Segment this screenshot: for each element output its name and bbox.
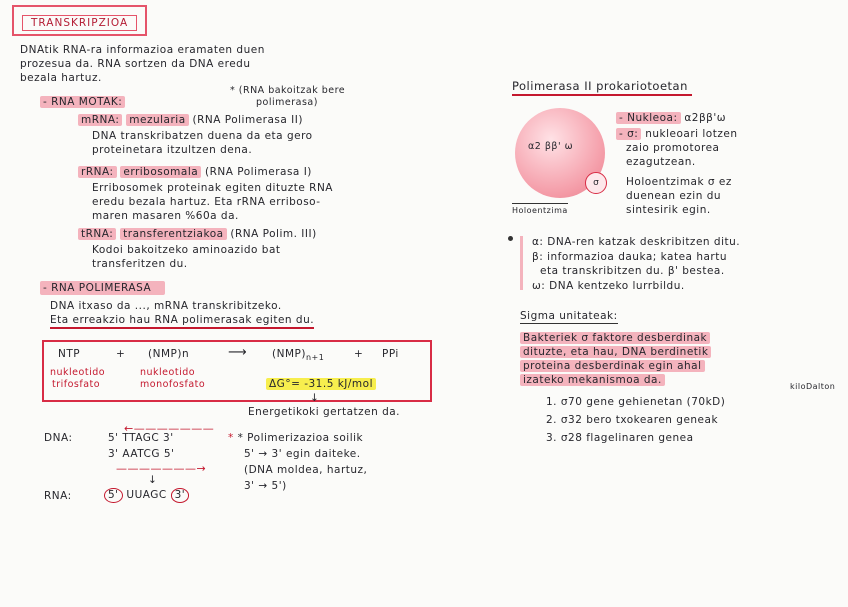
trna-label: tRNA: (78, 228, 116, 240)
rrna-line-2: eredu bezala hartuz. Eta rRNA erriboso- (92, 196, 321, 208)
kd-note: kiloDalton (790, 382, 836, 391)
eq-delta-g: ΔG°= -31.5 kJ/mol (266, 378, 376, 391)
nukleoa-line: - Nukleoa: α2ββ'ω (616, 112, 726, 125)
eq-ntp-label-1: nukleotido (50, 367, 106, 378)
polymerization-note-3: (DNA moldea, hartuz, (244, 464, 368, 476)
sigma-circle: σ (585, 172, 607, 194)
eq-ntp-label-2: trifosfato (52, 379, 101, 390)
circle-label: α2 ββ' ω (528, 141, 574, 152)
holo-text-2: duenean ezin du (626, 190, 722, 202)
trna-title (78, 228, 317, 241)
polymerization-note-2: 5' → 3' egin daiteke. (244, 448, 361, 460)
eq-arrow: ⟶ (228, 345, 248, 360)
rrna-line-1: Erribosomek proteinak egiten dituzte RNA (92, 182, 333, 194)
eq-nmp: (NMP)n (148, 348, 190, 360)
rna-5-prime: 5' (104, 488, 123, 503)
polymerization-note-4: 3' → 5') (244, 480, 287, 492)
polimerasa-line-1: DNA itxaso da ..., mRNA transkribitzeko. (50, 300, 282, 312)
trna-polymerase: (RNA Polim. III) (230, 228, 317, 240)
eq-ntp: NTP (58, 348, 81, 360)
sigma-heading: Sigma unitateak: (520, 310, 618, 322)
rna-polimerasa-heading: - RNA POLIMERASA (40, 282, 165, 295)
rna-motak-note-2: polimerasa) (256, 97, 318, 108)
energy-arrow-icon: ↓ (310, 392, 320, 404)
trna-line-2: transferitzen du. (92, 258, 188, 270)
rna-arrow-icon: ↓ (148, 474, 158, 486)
sigma-desc-2: dituzte, eta hau, DNA berdinetik (520, 346, 711, 359)
sigma-desc-3: proteina desberdinak egin ahal (520, 360, 705, 373)
eq-nmp-label-1: nukleotido (140, 367, 196, 378)
mrna-polymerase: (RNA Polimerasa II) (192, 114, 303, 126)
subunit-bracket (520, 236, 523, 290)
strand-arrow-left-icon: ←——————— (124, 422, 215, 435)
intro-line-1: DNAtik RNA-ra informazioa eramaten duen (20, 44, 265, 56)
subunit-bullet (508, 236, 513, 241)
rna-strand (104, 488, 189, 503)
dna-strand-1: 5' TTAGC 3' (108, 432, 174, 444)
mrna-line-2: proteinetara itzultzen dena. (92, 144, 253, 156)
holo-text-1: Holoentzimak σ ez (626, 176, 732, 188)
rna-sequence: UUAGC (126, 489, 167, 501)
rna-3-prime: 3' (171, 488, 190, 503)
sigma-line-1: - σ: nukleoari lotzen (616, 128, 737, 141)
polimerasa-line-2: Eta erreakzio hau RNA polimerasak egiten du. (50, 314, 314, 327)
rrna-polymerase: (RNA Polimerasa I) (205, 166, 312, 178)
eq-nmp-label-2: monofosfato (140, 379, 206, 390)
sigma-item-3: 3. σ28 flagelinaren genea (546, 432, 694, 444)
subunit-beta-1: β: informazioa dauka; katea hartu (532, 251, 728, 263)
subunit-alpha: α: DNA-ren katzak deskribitzen ditu. (532, 236, 741, 248)
subunit-omega: ω: DNA kentzeko lurrbildu. (532, 280, 685, 292)
eq-plus-2: + (354, 348, 364, 360)
sigma-item-2: 2. σ32 bero txokearen geneak (546, 414, 719, 426)
mrna-name: mezularia (126, 114, 188, 126)
rna-motak-heading: - RNA MOTAK: (40, 96, 125, 109)
dna-strand-2: 3' AATCG 5' (108, 448, 175, 460)
page-title: TRANSKRIPZIOA (12, 5, 147, 36)
intro-line-2: prozesua da. RNA sortzen da DNA eredu (20, 58, 251, 70)
holoenzyme-label: Holoentzima (512, 204, 568, 217)
rrna-title (78, 166, 312, 179)
subunit-beta-2: eta transkribitzen du. β' bestea. (540, 265, 725, 277)
mrna-title (78, 114, 303, 127)
trna-line-1: Kodoi bakoitzeko aminoazido bat (92, 244, 281, 256)
sigma-desc-1: Bakteriek σ faktore desberdinak (520, 332, 710, 345)
mrna-label: mRNA: (78, 114, 122, 126)
eq-plus-1: + (116, 348, 126, 360)
rrna-name: erribosomala (120, 166, 201, 178)
prokariota-heading: Polimerasa II prokariotoetan (512, 80, 692, 93)
sigma-desc-4: izateko mekanismoa da. (520, 374, 665, 387)
dna-label: DNA: (44, 432, 73, 444)
rna-motak-note-1: * (RNA bakoitzak bere (230, 85, 346, 96)
rna-label: RNA: (44, 490, 72, 502)
eq-ppi: PPi (382, 348, 399, 360)
polymerization-note-1: * * Polimerizazioa soilik (228, 432, 364, 444)
mrna-line-1: DNA transkribatzen duena da eta gero (92, 130, 313, 142)
intro-line-3: bezala hartuz. (20, 72, 102, 84)
sigma-item-1: 1. σ70 gene gehienetan (70kD) (546, 396, 726, 408)
sigma-line-2: zaio promotorea (626, 142, 720, 154)
strand-arrow-right-icon: ———————→ (116, 462, 207, 475)
sigma-line-3: ezagutzean. (626, 156, 696, 168)
rrna-line-3: maren masaren %60a da. (92, 210, 239, 222)
rrna-label: rRNA: (78, 166, 117, 178)
trna-name: transferentziakoa (120, 228, 226, 240)
energy-text: Energetikoki gertatzen da. (248, 406, 401, 418)
eq-product: $(NMP)_{n+1}$ (272, 348, 325, 363)
holo-text-3: sintesirik egin. (626, 204, 711, 216)
